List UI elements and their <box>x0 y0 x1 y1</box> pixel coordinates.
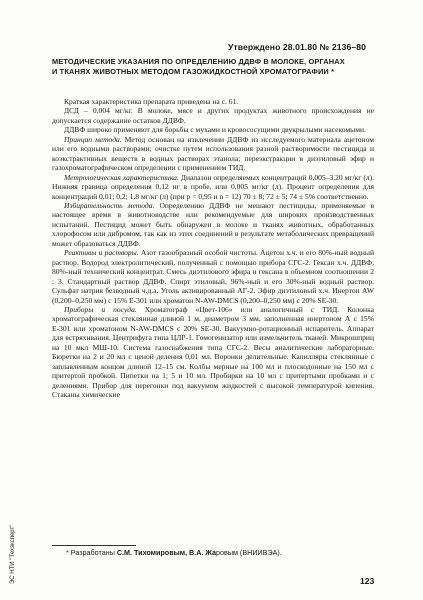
paragraph-heading: Приборы и посуда. <box>64 304 137 314</box>
paragraph-text: Метод основан на извлечении ДДВФ из исследуемого материала ацетоном или его водными растворами; очистке путем использования разной растворимости пестицида и коэкстрактивных веществ в водных растворах этанола; переэкстракции в диэтиловый эфир и газохроматографическом определении с применением ТИД. <box>52 134 374 173</box>
footnote-prefix: * Разработаны <box>66 548 117 557</box>
paragraph-text: Краткая характеристика препарата приведена на с. 61. <box>64 97 239 106</box>
paragraph-text: Хроматограф «Цвет-106» или аналогичный с ТИД. Колонка хроматографическая стеклянная длиной 1 м, диаметром 3 мм, заполненная инертоном А с 15% Е-301 или хроматоном N-AW-DMCS с 20% SE-30. Вакуумно-ротационный испаритель. Аппарат для встряхивания. Центрифуга типа ЦЛР-1. Гомогенизатор или измельчитель тканей. Микрошприц на 10 мкл МШ-10. Система газоснабжения типа СГС-2. Весы аналитические лабораторные. Бюретки на 2 и 20 мл с ценой деления 0,01 мл. Воронки делительные. Капилляры стеклянные с заплавленным концом длиной 12–15 см. Колбы мерные на 100 мл и плоскодонные на 150 мл с притертой пробкой. Пипетки на 1; 5 и 10 мл. Пробирки на 10 мл с притертыми пробками и с делениями. Прибор для перегонки под вакуумом жидкостей с высокой температурой кипения. Стаканы химические <box>52 304 374 400</box>
paragraph-heading: Реактивы и растворы. <box>64 248 139 258</box>
document-body <box>52 97 374 400</box>
paragraph <box>52 173 374 201</box>
side-stamp: ЭС НТИ "Техэксперт" <box>10 524 16 584</box>
paragraph-heading: Принцип метода. <box>64 134 122 144</box>
paragraph <box>52 135 374 173</box>
paragraph-heading: Избирательность метода. <box>64 200 155 210</box>
paragraph-text: Определению ДДВФ не мешают пестициды, применяемые в настоящее время в животноводстве или рекомендуемые для широких производственных испытаний. Пестицид может быть обнаружен в молоке и тканях животных, обработанных хлорофосом или дибромом, так как из этих соединений в результате метаболических превращений может образоваться ДДВФ. <box>52 200 375 248</box>
footnote-divider <box>52 545 136 546</box>
document-title: МЕТОДИЧЕСКИЕ УКАЗАНИЯ ПО ОПРЕДЕЛЕНИЮ ДДВФ В МОЛОКЕ, ОРГАНАХ И ТКАНЯХ ЖИВОТНЫХ МЕТОДОМ ГАЗОЖИДКОСТНОЙ ХРОМАТОГРАФИИ * <box>52 57 345 76</box>
paragraph-text: Диапазон определяемых концентраций 0,005–3,20 мг/кг (л). Нижняя граница определения 0,12 нг в пробе, или 0,005 мг/кг (л). Процент определения для концентраций 0,01; 0,2; 1,8 мг/кг (л) (при p = 0,95 и n = 12) 70 ± 8; 72 ± 5; 74 ± 5% соответственно. <box>52 172 375 201</box>
paragraph-text: ДСД – 0,004 мг/кг. В молоке, мясе и других продуктах животного происхождения не допускается содержание остатков ДДВФ. <box>52 106 374 125</box>
page-number: 123 <box>360 576 375 586</box>
footnote-author-tail: ровым <box>216 548 238 557</box>
approval-line: Утверждено 28.01.80 № 2136–80 <box>228 42 366 52</box>
paragraph-text: ДДВФ широко применяют для борьбы с мухами и кровососущими двукрылыми насекомыми. <box>64 125 366 135</box>
paragraph <box>52 305 374 400</box>
footnote-suffix: (ВНИИВЭА). <box>237 548 282 557</box>
paragraph <box>52 201 374 248</box>
paragraph <box>52 248 374 305</box>
footnote <box>66 548 366 557</box>
paragraph-text: Азот газообразный особой чистоты. Ацетон х.ч. и его 80%-ный водный раствор. Водород электролитический, полученный с помощью прибора СГС-2. Гексан х.ч. ДДВФ, 80%-ный технический концентрат. Смесь диэтилового эфира и гексана в объемном соотношении 2 : 3. Стандартный раствор ДДВФ. Спирт этиловый, 96%-ный и его 30%-ный водный раствор. Сульфат натрия безводный ч.д.а. Уголь активированный АГ-2. Эфир диэтиловый х.ч. Инертон AW (0,200–0,250 мм) с 15% Е-301 или хроматон N-AW-DMCS (0,200–0,250 мм) с 20% SE-30. <box>52 248 374 305</box>
paragraph <box>52 125 374 134</box>
paragraph <box>52 106 374 125</box>
paragraph <box>52 97 374 106</box>
footnote-authors: С.М. Тихомировым, В.А. Жа <box>116 548 217 557</box>
paragraph-heading: Метрологическая характеристика. <box>64 172 179 182</box>
